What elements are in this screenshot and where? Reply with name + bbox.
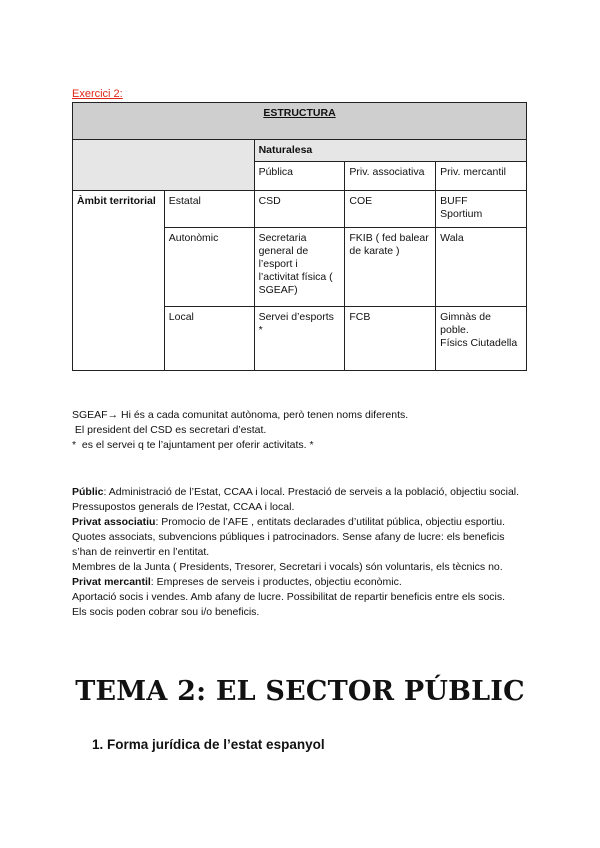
label-mercantil: Privat mercantil — [72, 576, 151, 588]
table-cell: FKIB ( fed balear de karate ) — [345, 228, 436, 307]
text-associatiu: : Promocio de l’AFE , entitats declarades d’utilitat pública, objectiu esportiu. — [155, 516, 506, 528]
paragraph-pressuposts: Pressupostos generals de l?estat, CCAA i local. — [72, 501, 295, 513]
label-publica: Públic — [72, 486, 104, 498]
text-mercantil: : Empreses de serveis i productes, objectiu econòmic. — [150, 576, 402, 588]
naturalesa-header: Naturalesa — [254, 140, 526, 162]
paragraph-quotes: Quotes associats, subvencions públiques i patrocinadors. Sense afany de lucre: els beneficis s’han de reinvertir en l’entitat. — [72, 531, 505, 558]
paragraph-aportacio: Aportació socis i vendes. Amb afany de lucre. Possibilitat de repartir beneficis entre els socis. — [72, 591, 506, 603]
column-header-associativa: Priv. associativa — [345, 162, 436, 191]
label-associatiu: Privat associatiu — [72, 516, 156, 528]
row-header-ambit: Àmbit territorial — [73, 191, 165, 371]
row-label-estatal: Estatal — [164, 191, 254, 228]
text-publica: : Administració de l’Estat, CCAA i local. Prestació de serveis a la població, objectiu social. — [103, 486, 520, 498]
table-cell: CSD — [254, 191, 345, 228]
table-cell: Secretaria general de l’esport i l’activitat física ( SGEAF) — [254, 228, 345, 307]
column-header-mercantil: Priv. mercantil — [436, 162, 527, 191]
paragraph-publica — [72, 485, 532, 500]
chapter-heading: TEMA 2: EL SECTOR PÚBLIC — [75, 676, 525, 707]
empty-corner-cell — [73, 140, 255, 191]
notes-block — [72, 408, 408, 453]
table-cell: FCB — [345, 307, 436, 371]
note-line: * es el servei q te l’ajuntament per oferir activitats. * — [72, 439, 314, 451]
note-line: El president del CSD es secretari d’estat. — [72, 424, 267, 436]
structure-table — [72, 102, 527, 371]
paragraph-mercantil — [72, 575, 532, 590]
paragraph-membres: Membres de la Junta ( Presidents, Tresorer, Secretari i vocals) són voluntaris, els tècnics no. — [72, 561, 503, 573]
table-cell: COE — [345, 191, 436, 228]
table-cell: Gimnàs de poble. Físics Ciutadella — [436, 307, 527, 371]
table-title: ESTRUCTURA — [73, 103, 527, 140]
row-label-local: Local — [164, 307, 254, 371]
section-heading: 1. Forma jurídica de l’estat espanyol — [92, 737, 325, 752]
table-cell: BUFF Sportium — [436, 191, 527, 228]
table-cell: Wala — [436, 228, 527, 307]
body-text — [72, 485, 532, 620]
row-label-autonomic: Autonòmic — [164, 228, 254, 307]
note-line: SGEAF→ Hi és a cada comunitat autònoma, però tenen noms diferents. — [72, 409, 409, 421]
exercise-label: Exercici 2: — [72, 88, 123, 100]
paragraph-socis: Els socis poden cobrar sou i/o beneficis. — [72, 606, 260, 618]
column-header-publica: Pública — [254, 162, 345, 191]
table-cell: Servei d’esports * — [254, 307, 345, 371]
paragraph-associatiu — [72, 515, 532, 530]
